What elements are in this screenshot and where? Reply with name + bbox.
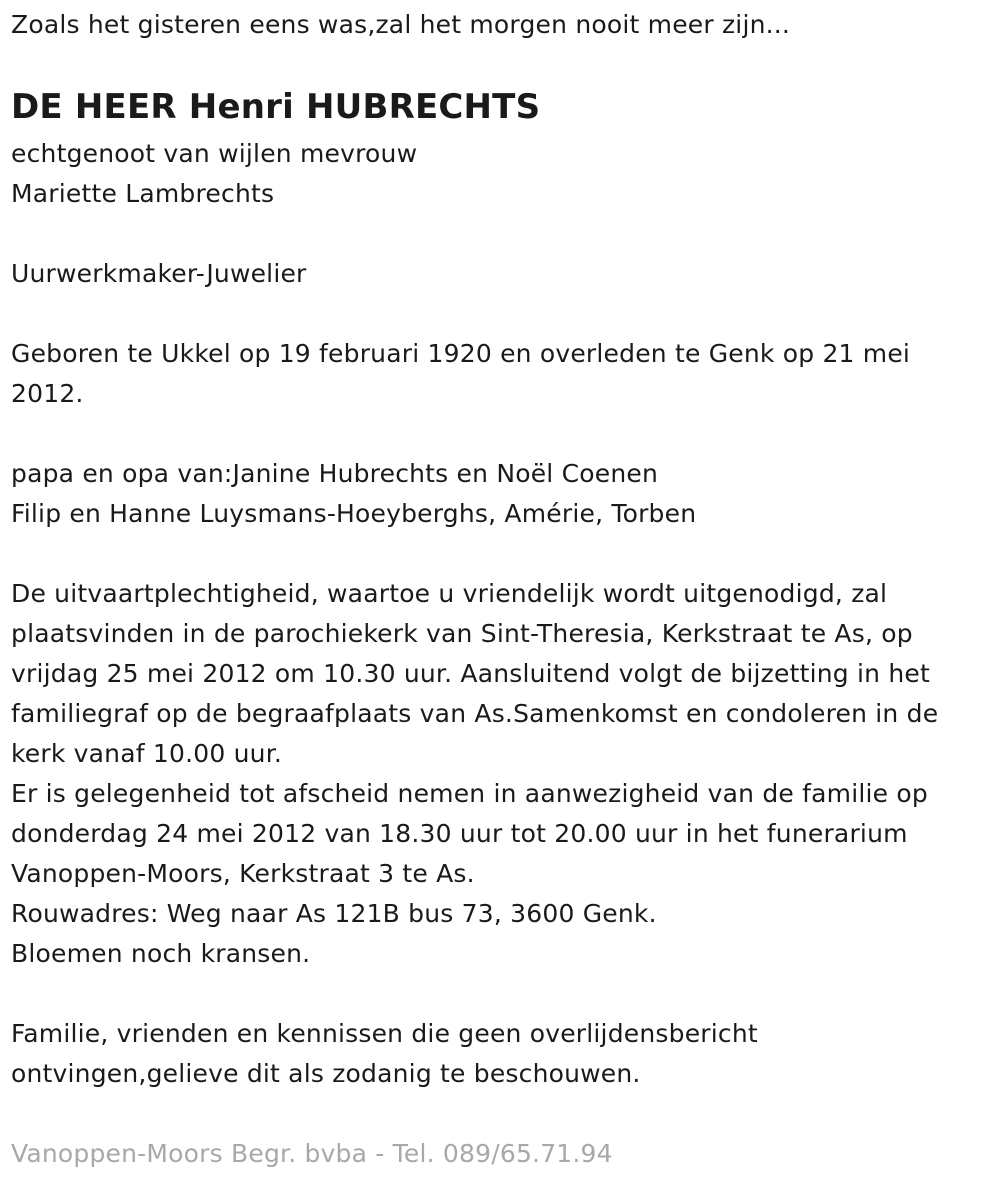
funeral-home-footer: Vanoppen-Moors Begr. bvba - Tel. 089/65.71.94 xyxy=(11,1139,613,1168)
funeral-line: vrijdag 25 mei 2012 om 10.30 uur. Aansluitend volgt de bijzetting in het xyxy=(11,659,930,688)
funeral-details-block xyxy=(11,574,938,974)
mourning-address: Rouwadres: Weg naar As 121B bus 73, 3600 Genk. xyxy=(11,899,657,928)
family-block xyxy=(11,454,696,534)
notice-line: Familie, vrienden en kennissen die geen overlijdensbericht xyxy=(11,1019,758,1048)
profession-block xyxy=(11,254,307,294)
spouse-line: echtgenoot van wijlen mevrouw xyxy=(11,139,418,168)
profession: Uurwerkmaker-Juwelier xyxy=(11,259,307,288)
funeral-line: kerk vanaf 10.00 uur. xyxy=(11,739,283,768)
family-line: papa en opa van:Janine Hubrechts en Noël Coenen xyxy=(11,459,658,488)
funeral-line: plaatsvinden in de parochiekerk van Sint-Theresia, Kerkstraat te As, op xyxy=(11,619,913,648)
spouse-name: Mariette Lambrechts xyxy=(11,179,275,208)
funeral-line: De uitvaartplechtigheid, waartoe u vriendelijk wordt uitgenodigd, zal xyxy=(11,579,888,608)
funeral-line: donderdag 24 mei 2012 van 18.30 uur tot 20.00 uur in het funerarium xyxy=(11,819,908,848)
family-line: Filip en Hanne Luysmans-Hoeyberghs, Amérie, Torben xyxy=(11,499,697,528)
funeral-line: Vanoppen-Moors, Kerkstraat 3 te As. xyxy=(11,859,475,888)
birth-death-line: 2012. xyxy=(11,379,84,408)
spouse-block xyxy=(11,134,417,214)
notice-line: ontvingen,gelieve dit als zodanig te beschouwen. xyxy=(11,1059,641,1088)
flowers-note: Bloemen noch kransen. xyxy=(11,939,311,968)
birth-death-line: Geboren te Ukkel op 19 februari 1920 en overleden te Genk op 21 mei xyxy=(11,339,911,368)
notice-block xyxy=(11,1014,758,1094)
funeral-line: Er is gelegenheid tot afscheid nemen in aanwezigheid van de familie op xyxy=(11,779,928,808)
funeral-line: familiegraf op de begraafplaats van As.Samenkomst en condoleren in de xyxy=(11,699,939,728)
deceased-name: DE HEER Henri HUBRECHTS xyxy=(11,87,541,127)
motto: Zoals het gisteren eens was,zal het morgen nooit meer zijn... xyxy=(11,10,791,39)
birth-death-block xyxy=(11,334,910,414)
